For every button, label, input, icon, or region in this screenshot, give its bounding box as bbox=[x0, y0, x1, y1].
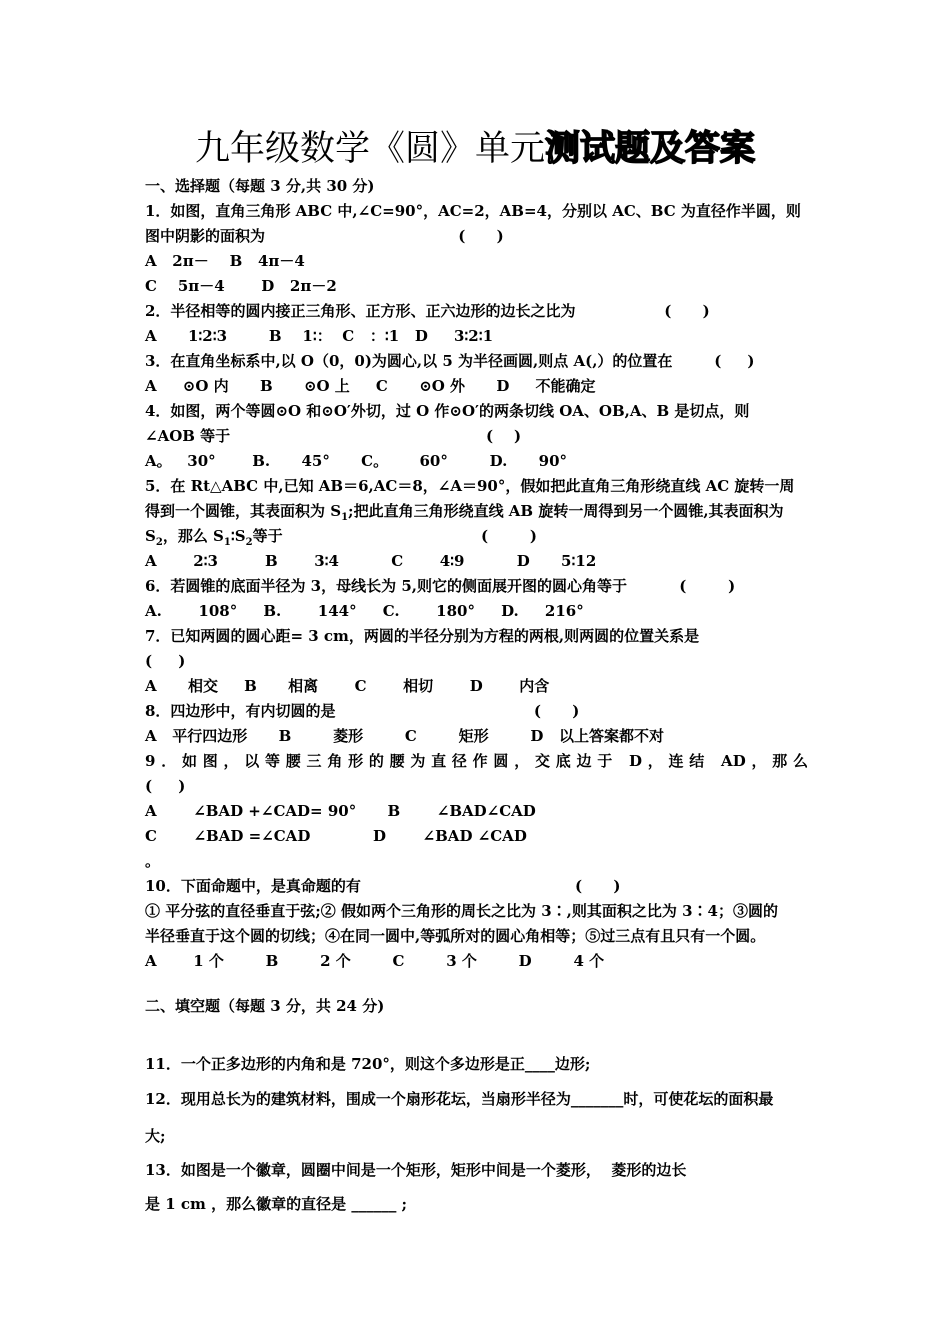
question-9-line-1: 9．如图，以等腰三角形的腰为直径作圆，交底边于 D，连结 AD，那么 bbox=[145, 752, 808, 770]
question-1-line-1: 1．如图，直角三角形 ABC 中,∠C=90°，AC=2，AB=4，分别以 AC、BC 为直径作半圆，则 bbox=[145, 202, 801, 220]
question-7-line-1: 7．已知两圆的圆心距= 3 cm，两圆的半径分别为方程的两根,则两圆的位置关系是 bbox=[145, 627, 700, 645]
question-6: 6．若圆锥的底面半径为 3，母线长为 5,则它的侧面展开图的圆心角等于 ( ) bbox=[145, 577, 736, 595]
question-1-options-c-d: C 5π－4 D 2π－2 bbox=[145, 277, 337, 295]
question-5-line-3: $S_2$，那么 $S_1∶S_2$等于 ( ) bbox=[145, 527, 537, 548]
question-9-options-c-d: C ∠BAD =∠CAD D ∠BAD ∠CAD bbox=[145, 827, 527, 845]
question-7-options: A 相交 B 相离 C 相切 D 内含 bbox=[145, 677, 550, 695]
question-1-options-a-b: A 2π－ B 4π－4 bbox=[145, 252, 305, 270]
question-6-options: A. 108° B. 144° C. 180° D. 216° bbox=[145, 602, 584, 620]
question-4-line-2: ∠AOB 等于 ( ) bbox=[145, 427, 522, 445]
section-heading-choice: 一、选择题（每题 3 分,共 30 分) bbox=[145, 177, 375, 195]
question-12-line-2: 大; bbox=[145, 1127, 166, 1145]
question-3: 3．在直角坐标系中,以 O（0，0)为圆心,以 5 为半径画圆,则点 A(,）的位置在 ( ) bbox=[145, 352, 755, 370]
question-13-line-1: 13．如图是一个徽章，圆圈中间是一个矩形，矩形中间是一个菱形， 菱形的边长 bbox=[145, 1161, 687, 1179]
question-8-options: A 平行四边形 B 菱形 C 矩形 D 以上答案都不对 bbox=[145, 727, 665, 745]
question-5-line-1: 5．在 Rt△ABC 中,已知 AB＝6,AC＝8，∠A＝90°，假如把此直角三角形绕直线 AC 旋转一周 bbox=[145, 477, 795, 495]
question-9-line-2: ( ) bbox=[145, 777, 186, 795]
question-5-options: A 2∶3 B 3∶4 C 4∶9 D 5∶12 bbox=[145, 552, 597, 570]
question-13-line-2: 是 1 cm ，那么徽章的直径是 ______ ; bbox=[145, 1195, 408, 1213]
question-2: 2．半径相等的圆内接正三角形、正方形、正六边形的边长之比为 ( ) bbox=[145, 302, 710, 320]
question-7-line-2: ( ) bbox=[145, 652, 186, 670]
question-10-statements-1: ① 平分弦的直径垂直于弦;② 假如两个三角形的周长之比为 3∶,则其面积之比为 3∶4；③圆的 bbox=[145, 902, 778, 920]
section-heading-fill: 二、填空题（每题 3 分，共 24 分) bbox=[145, 997, 385, 1015]
title-outlined: 测试题及答案 bbox=[545, 128, 756, 169]
question-2-options: A 1∶2∶3 B 1∶： C ：∶1 D 3∶2∶1 bbox=[145, 327, 494, 345]
question-9-options-a-b: A ∠BAD +∠CAD= 90° B ∠BAD∠CAD bbox=[145, 802, 536, 820]
question-5-line-2: 得到一个圆锥，其表面积为 $S_1$;把此直角三角形绕直线 AB 旋转一周得到另一个圆锥,其表面积为 bbox=[145, 502, 784, 523]
page-title bbox=[0, 124, 950, 174]
question-8: 8．四边形中，有内切圆的是 ( ) bbox=[145, 702, 580, 720]
question-10-options: A 1 个 B 2 个 C 3 个 D 4 个 bbox=[145, 952, 605, 970]
question-4-options: A。 30° B. 45° C。 60° D. 90° bbox=[145, 452, 567, 470]
question-11: 11．一个正多边形的内角和是 720°，则这个多边形是正____边形; bbox=[145, 1055, 591, 1073]
stray-period: 。 bbox=[145, 852, 161, 870]
question-12-line-1: 12．现用总长为的建筑材料，围成一个扇形花坛，当扇形半径为_______时，可使花坛的面积最 bbox=[145, 1090, 774, 1108]
question-4-line-1: 4．如图，两个等圆⊙O 和⊙O′外切，过 O 作⊙O′的两条切线 OA、OB,A、B 是切点，则 bbox=[145, 402, 750, 420]
question-10-statements-2: 半径垂直于这个圆的切线；④在同一圆中,等弧所对的圆心角相等；⑤过三点有且只有一个圆。 bbox=[145, 927, 766, 945]
question-10: 10．下面命题中，是真命题的有 ( ) bbox=[145, 877, 621, 895]
question-1-line-2: 图中阴影的面积为 ( ) bbox=[145, 227, 504, 245]
title-main: 九年级数学《圆》单元 bbox=[194, 129, 545, 169]
question-3-options: A ⊙O 内 B ⊙O 上 C ⊙O 外 D 不能确定 bbox=[145, 377, 596, 395]
